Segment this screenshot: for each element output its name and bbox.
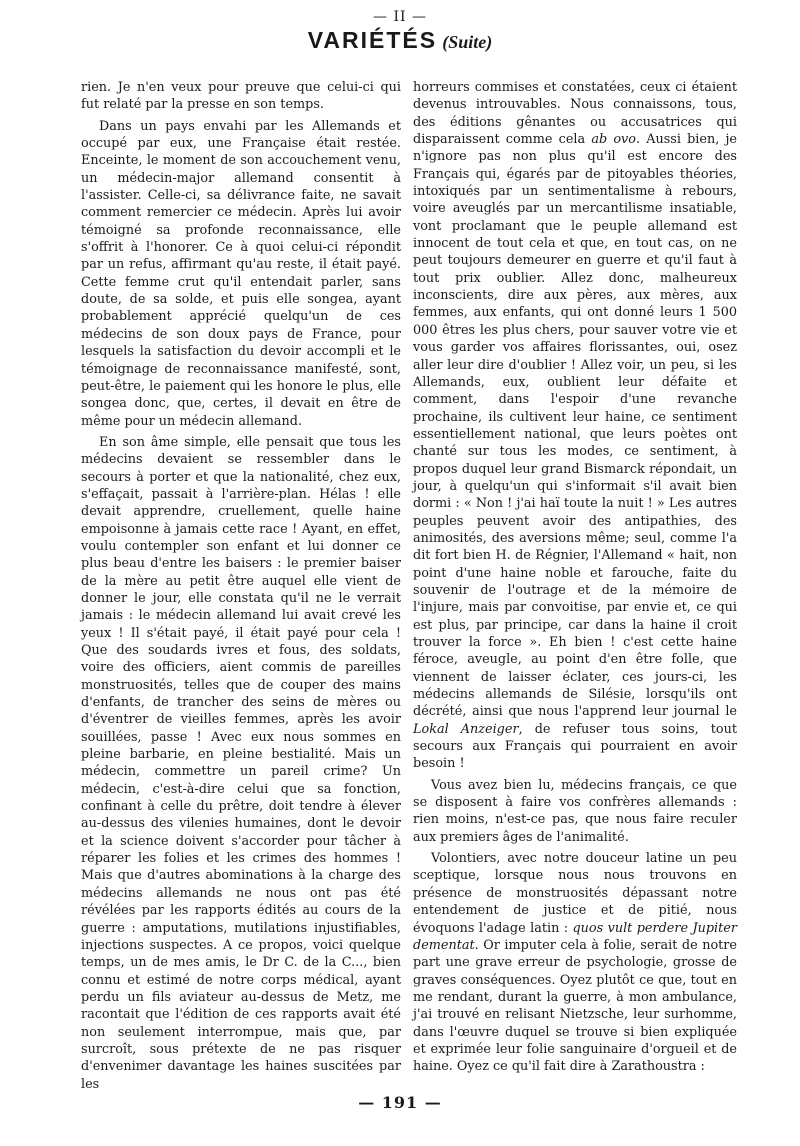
right-p1-text-a: horreurs commises et constatées, ceux ci étaient devenus introuvables. Nous connaissons, tous, des éditions gênantes ou accusatrices qui disparaissent comme cela	[413, 80, 737, 148]
section-title	[0, 27, 800, 54]
right-column	[413, 79, 737, 1080]
right-p3-text-b: . Or imputer cela à folie, serait de notre part une grave erreur de psychologie, grosse de graves conséquences. Oyez plutôt ce que, tout en me rendant, durant la guerre, à mon ambulance, j'ai trouvé en relisant Nietzsche, leur surhomme, dans l'œuvre duquel se trouve si bien expliquée et exprimée leur folie sanguinaire d'orgueil et de haine. Oyez ce qu'il fait dire à Zarathoustra :	[413, 937, 737, 1075]
title-main: VARIÉTÉS	[307, 27, 438, 53]
right-p1-italic-a: ab ovo	[591, 132, 636, 148]
right-paragraph-3	[413, 850, 737, 1075]
page-roman-header: — II —	[373, 9, 427, 25]
left-paragraph-1: rien. Je n'en veux pour preuve que celui-ci qui fut relaté par la presse en son temps.	[81, 80, 401, 113]
page-number: — 191 —	[358, 1093, 442, 1112]
right-paragraph-1	[413, 79, 737, 773]
right-p1-text-c: , de refuser tous soins, tout secours aux Français qui pourraient en avoir besoin !	[413, 721, 737, 772]
title-subtitle: (Suite)	[442, 32, 493, 52]
left-paragraph-2: Dans un pays envahi par les Allemands et occupé par eux, une Française était restée. Enceinte, le moment de son accouchement venu, un médecin-major allemand consentit à l'assister. Celle-ci, sa délivrance faite, ne savait comment remercier ce médecin. Après lui avoir témoigné sa profonde reconnaissance, elle s'offrit à l'honorer. Ce à quoi celui-ci répondit par un refus, affirmant qu'au reste, il était payé. Cette femme crut qu'il entendait parler, sans doute, de sa solde, et puis elle songea, ayant probablement apprécié quelqu'un de ces médecins de son doux pays de France, pour lesquels la satisfaction du devoir accompli et le témoignage de reconnaissance manifesté, sont, peut-être, le paiement qui les honore le plus, elle songea donc, que, certes, il devait en être de même pour un médecin allemand.	[81, 118, 401, 429]
right-p3-text-a: Volontiers, avec notre douceur latine un peu sceptique, lorsque nous nous trouvons en présence de monstruosités dépassant notre entendement de justice et de pitié, nous évoquons l'adage latin :	[413, 851, 737, 936]
right-p1-text-b: . Aussi bien, je n'ignore pas non plus qu'il est encore des Français qui, égarés par de pitoyables théories, intoxiqués par un sentimentalisme à rebours, voire aveuglés par un mercantilisme insatiable, vont proclamant que le peuple allemand est innocent de tout cela et que, en tout cas, on ne peut toujours demeurer en guerre et qu'il faut à tout prix oublier. Allez donc, malheureux inconscients, dire aux pères, aux mères, aux femmes, aux enfants, qui ont donné leurs 1 500 000 êtres les plus chers, pour sauver votre vie et vous garder vos affaires florissantes, oui, osez aller leur dire d'oublier ! Allez voir, un peu, si les Allemands, eux, oublient leur défaite et comment, dans l'espoir d'une revanche prochaine, ils cultivent leur haine, ce sentiment essentiellement national, que leurs poètes ont chanté sur tous les modes, ce sentiment, à propos duquel leur grand Bismarck répondait, un jour, à quelqu'un qui s'informait s'il avait bien dormi : « Non ! j'ai haï toute la nuit ! » Les autres peuples peuvent avoir des antipathies, des animosités, des aversions même; seul, comme l'a dit fort bien H. de Régnier, l'Allemand « hait, non point d'une haine noble et farouche, faite du souvenir de l'outrage et de la mémoire de l'injure, mais par convoitise, par envie et, ce qui est plus, par principe, car dans la haine il croit trouver la force ». Eh bien ! c'est cette haine féroce, aveugle, au point d'en être folle, que viennent de laisser éclater, ces jours-ci, les médecins allemands de Silésie, lorsqu'ils ont décrété, ainsi que nous l'apprend leur journal le	[413, 132, 737, 720]
right-p3-italic: quos vult perdere Jupiter dementat	[413, 920, 737, 953]
left-paragraph-3: En son âme simple, elle pensait que tous les médecins devaient se ressembler dans le secours à porter et que la nationalité, chez eux, s'effaçait, passait à l'arrière-plan. Hélas ! elle devait apprendre, cruellement, quelle haine empoisonne à jamais cette race ! Ayant, en effet, voulu contempler son enfant et lui donner ce plus beau d'entre les baisers : le premier baiser de la mère au petit être auquel elle vient de donner le jour, elle constata qu'il ne le verrait jamais : le médecin allemand lui avait crevé les yeux ! Il s'était payé, il était payé pour cela ! Que des soudards ivres et fous, des soldats, voire des officiers, aient commis de pareilles monstruosités, telles que de couper des mains d'enfants, de trancher des seins de mères ou d'éventrer de vieilles femmes, après les avoir souillées, passe ! Avec eux nous sommes en pleine barbarie, en pleine bestialité. Mais un médecin, commettre un pareil crime? Un médecin, c'est-à-dire celui que sa fonction, confinant à celle du prêtre, doit tendre à élever au-dessus des vilenies humaines, dont le devoir et la science doivent s'accorder pour tâcher à réparer les folies et les crimes des hommes ! Mais que d'autres abominations à la charge des médecins allemands ne nous ont pas été révélées par les rapports édités au cours de la guerre : amputations, mutilations injustifiables, injections suspectes. A ce propos, voici quelque temps, un de mes amis, le Dr C. de la C..., bien connu et estimé de notre corps médical, ayant perdu un fils aviateur au-dessus de Metz, me racontait que l'édition de ces rapports avait été non seulement interrompue, mais que, par surcroît, sous prétexte de ne pas risquer d'envenimer davantage les haines suscitées par les	[81, 434, 401, 1092]
right-p1-italic-b: Lokal Anzeiger	[413, 721, 519, 737]
right-paragraph-2: Vous avez bien lu, médecins français, ce que se disposent à faire vos confrères allemands : rien moins, n'est-ce pas, que nous faire reculer aux premiers âges de l'animalité.	[413, 777, 737, 845]
left-column	[81, 79, 401, 1097]
